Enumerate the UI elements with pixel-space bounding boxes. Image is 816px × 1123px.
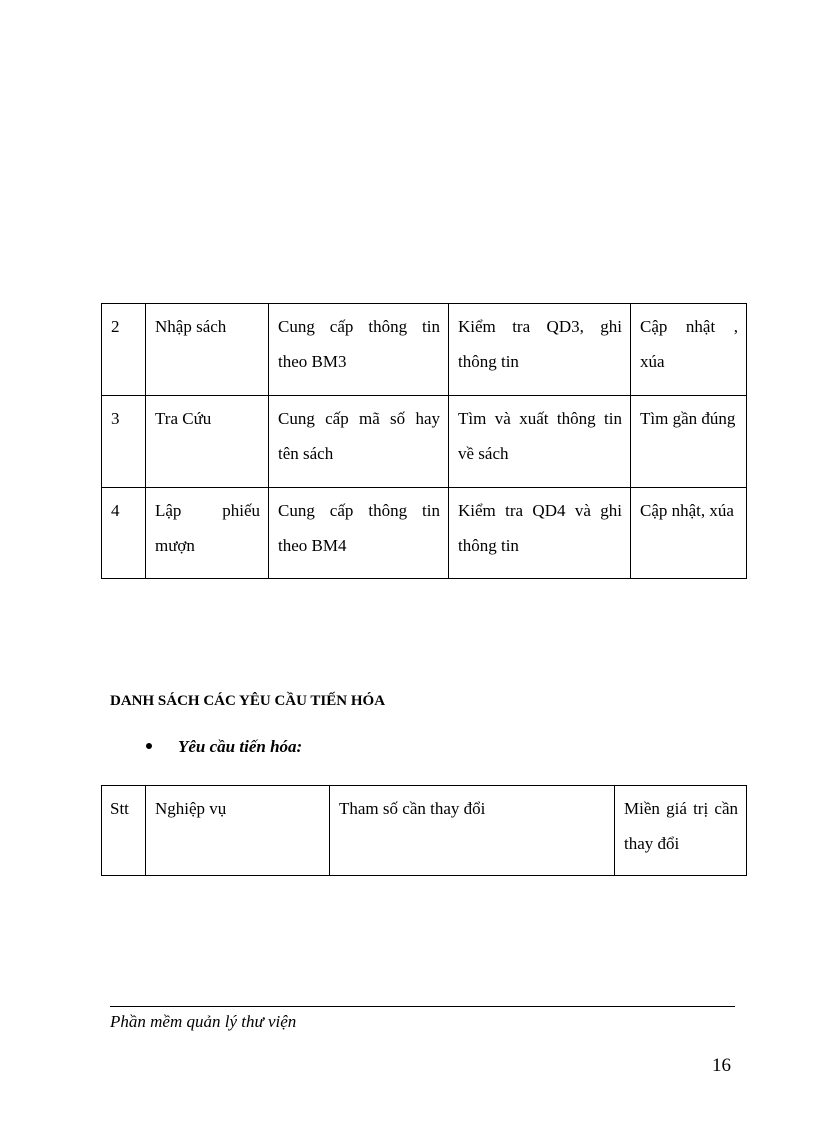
task-cell: Lập phiếu mượn [146, 488, 269, 579]
footer-divider [110, 1006, 735, 1007]
table-row [102, 304, 747, 396]
stt-cell: 3 [102, 396, 146, 488]
footer-title: Phần mềm quản lý thư viện [110, 1012, 297, 1031]
note-cell: Cập nhật, xúa [631, 488, 747, 579]
table-row [102, 396, 747, 488]
evolution-table [101, 785, 747, 876]
input-cell: Cung cấp mã số hay tên sách [269, 396, 449, 488]
input-cell: Cung cấp thông tin theo BM4 [269, 488, 449, 579]
header-range: Miền giá trị cần thay đổi [615, 786, 747, 876]
table-header-row [102, 786, 747, 876]
stt-cell: 2 [102, 304, 146, 396]
input-cell: Cung cấp thông tin theo BM3 [269, 304, 449, 396]
requirements-table [101, 303, 747, 579]
header-task: Nghiệp vụ [146, 786, 330, 876]
header-stt: Stt [102, 786, 146, 876]
task-cell: Nhập sách [146, 304, 269, 396]
table-row [102, 488, 747, 579]
process-cell: Tìm và xuất thông tin về sách [449, 396, 631, 488]
task-cell: Tra Cứu [146, 396, 269, 488]
page-number: 16 [712, 1055, 731, 1076]
process-cell: Kiểm tra QD3, ghi thông tin [449, 304, 631, 396]
process-cell: Kiểm tra QD4 và ghi thông tin [449, 488, 631, 579]
section-heading: DANH SÁCH CÁC YÊU CẦU TIẾN HÓA [110, 693, 386, 709]
bullet-item [146, 737, 302, 757]
header-param: Tham số cần thay đổi [330, 786, 615, 876]
bullet-icon [146, 743, 152, 749]
note-cell: Tìm gần đúng [631, 396, 747, 488]
bullet-text: Yêu cầu tiến hóa: [178, 737, 303, 756]
stt-cell: 4 [102, 488, 146, 579]
note-cell: Cập nhật , xúa [631, 304, 747, 396]
